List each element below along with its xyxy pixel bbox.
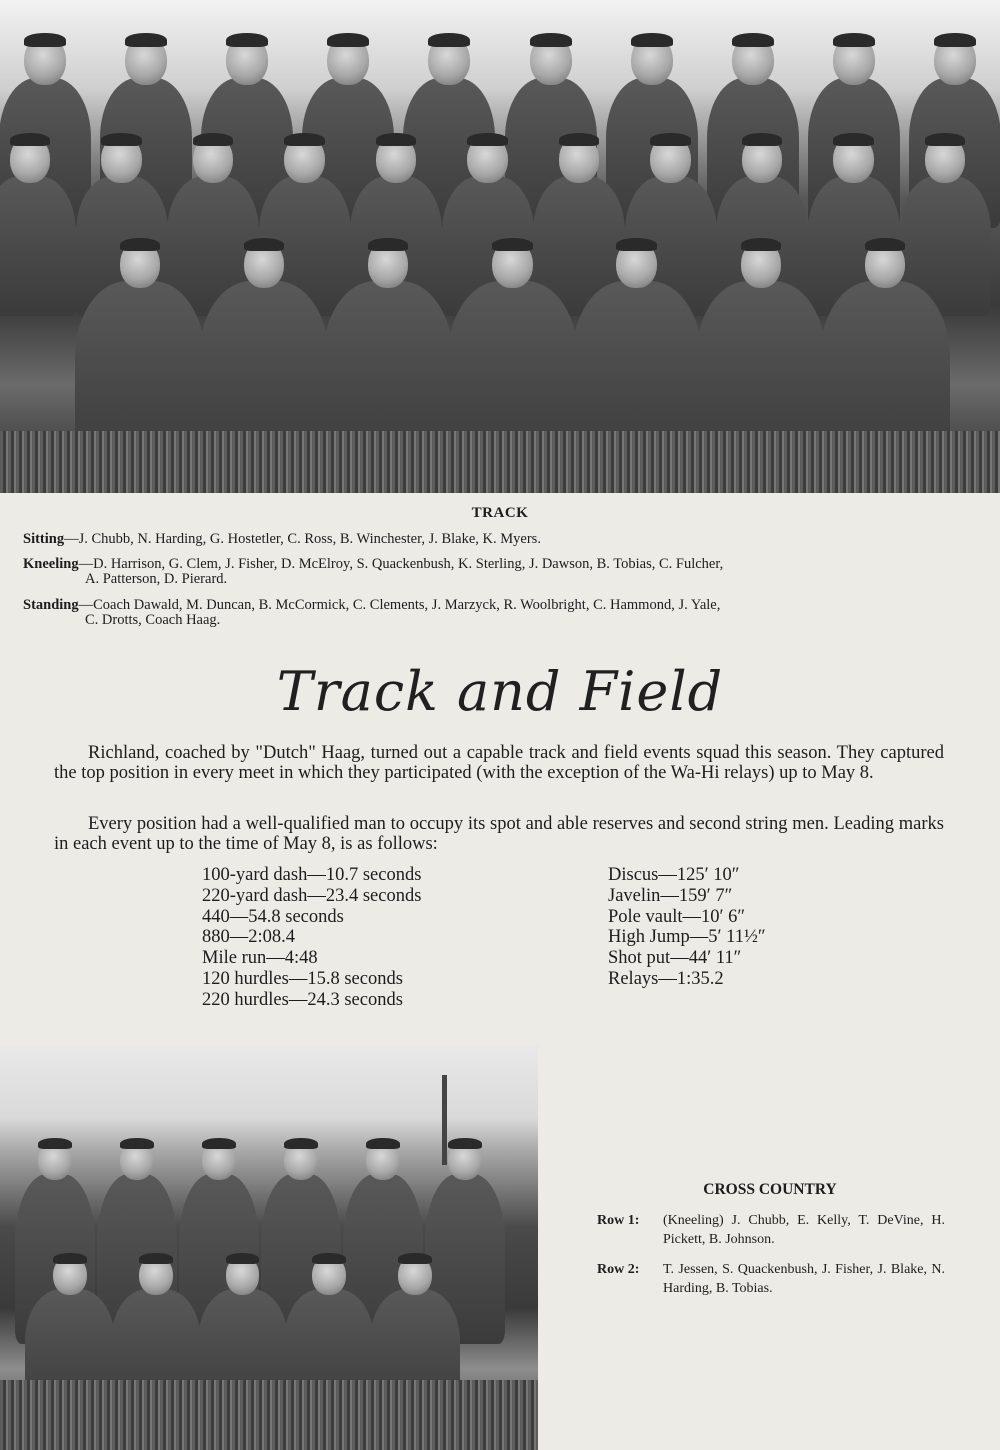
track-team-photo [0, 0, 1000, 493]
row-1-names: (Kneeling) J. Chubb, E. Kelly, T. DeVine, H. Pickett, B. Johnson. [663, 1213, 945, 1247]
mark-item: Mile run—4:48 [202, 948, 318, 969]
mark-item: Relays—1:35.2 [608, 968, 724, 989]
mark-item: 120 hurdles—15.8 seconds [202, 968, 403, 989]
mark-item: Shot put—44′ 11″ [608, 948, 742, 969]
row-2-names: T. Jessen, S. Quackenbush, J. Fisher, J. Blake, N. Harding, B. Tobias. [663, 1262, 945, 1296]
row-1-label: Row 1: [597, 1213, 640, 1228]
kneeling-names-cont: A. Patterson, D. Pierard. [85, 571, 228, 587]
mark-item: 100-yard dash—10.7 seconds [202, 865, 422, 885]
cross-country-row-2 [597, 1260, 957, 1298]
mark-item: Pole vault—10′ 6″ [608, 906, 746, 927]
mark-item: High Jump—5′ 11½″ [608, 927, 766, 948]
standing-label: Standing [23, 597, 79, 613]
grass-field [0, 1380, 538, 1450]
running-marks-list [202, 865, 421, 1011]
standing-names: —Coach Dawald, M. Duncan, B. McCormick, C. Clements, J. Marzyck, R. Woolbright, C. Hammond, J. Yale, [78, 597, 721, 613]
article-paragraph-1: Richland, coached by "Dutch" Haag, turned out a capable track and field events squad this season. They captured the top position in every meet in which they participated (with the exception of the Wa-Hi relays) up to May 8. [54, 743, 944, 783]
mark-item: 880—2:08.4 [202, 927, 296, 948]
cross-country-row-1 [597, 1211, 957, 1249]
standing-names-cont: C. Drotts, Coach Haag. [85, 612, 221, 628]
mark-item: Javelin—159′ 7″ [608, 885, 733, 906]
mark-item: 220 hurdles—24.3 seconds [202, 989, 403, 1010]
mark-item: 220-yard dash—23.4 seconds [202, 885, 422, 906]
sitting-label: Sitting [23, 531, 65, 547]
field-marks-list [608, 865, 766, 990]
grass-field [0, 431, 1000, 493]
roster-standing [23, 598, 978, 628]
article-paragraph-2: Every position had a well-qualified man to occupy its spot and able reserves and second string men. Leading marks in each event up to the time of May 8, is as follows: [54, 814, 944, 854]
roster-kneeling [23, 557, 978, 587]
row-2-label: Row 2: [597, 1262, 640, 1277]
article-title: Track and Field [276, 660, 724, 723]
kneeling-names: —D. Harrison, G. Clem, J. Fisher, D. McElroy, S. Quackenbush, K. Sterling, J. Dawson, B. Tobias, C. Fulcher, [78, 556, 724, 572]
cross-country-title: CROSS COUNTRY [703, 1181, 837, 1198]
cross-country-photo [0, 1045, 538, 1450]
track-caption-title: TRACK [471, 505, 529, 521]
roster-sitting [23, 532, 978, 547]
mark-item: Discus—125′ 10″ [608, 865, 740, 885]
team-member-figure [0, 135, 76, 323]
kneeling-label: Kneeling [23, 556, 79, 572]
mark-item: 440—54.8 seconds [202, 906, 344, 927]
sitting-names: —J. Chubb, N. Harding, G. Hostetler, C. Ross, B. Winchester, J. Blake, K. Myers. [64, 531, 541, 547]
